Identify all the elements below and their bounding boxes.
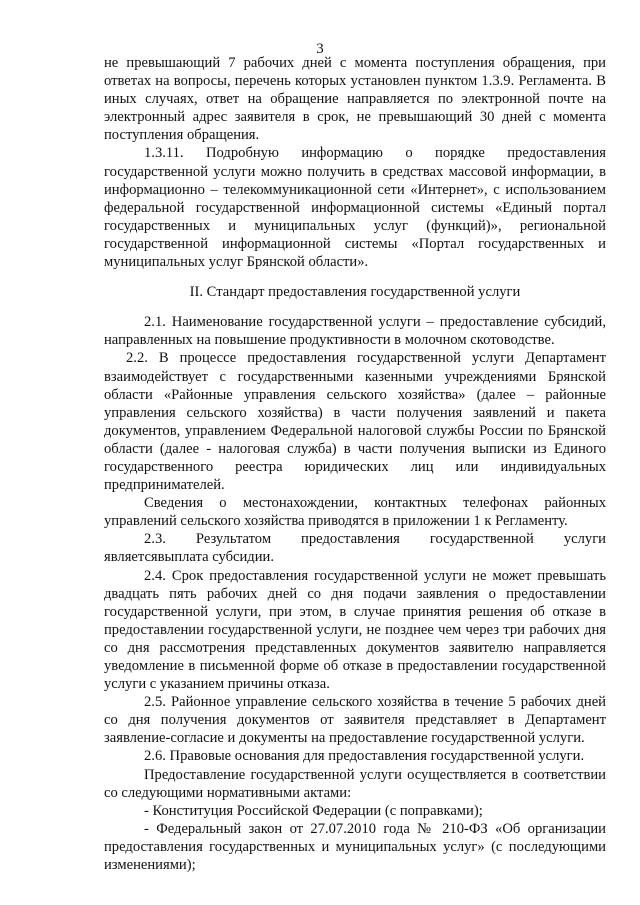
- section-heading: II. Стандарт предоставления государственной услуги: [189, 284, 521, 301]
- document-body: [104, 54, 606, 874]
- paragraph-2-1: 2.1. Наименование государственной услуги – предоставление субсидий, направленных на повышение продуктивности в молочном скотоводстве.: [104, 314, 606, 349]
- paragraph-2-6: 2.6. Правовые основания для предоставления государственной услуги.: [144, 748, 585, 765]
- page-number: 3: [316, 41, 324, 57]
- paragraph-contacts: Сведения о местонахождении, контактных телефонах районных управлений сельского хозяйства приводятся в приложении 1 к Регламенту.: [104, 495, 606, 530]
- paragraph-2-3: 2.3. Результатом предоставления государственной услуги являетсявыплата субсидии.: [104, 531, 606, 566]
- paragraph-2-2: 2.2. В процессе предоставления государственной услуги Департамент взаимодействует с государственными казенными учреждениями Брянской области «Районные управления сельского хозяйства» (далее – районные управления сельского хозяйства) в части получения заявлений и пакета документов, управлением Федеральной налоговой службы России по Брянской области (далее - налоговая служба) в части получения выписки из Единого государственного реестра юридических лиц или индивидуальных предпринимателей.: [104, 350, 606, 494]
- paragraph-1-3-11: 1.3.11. Подробную информацию о порядке предоставления государственной услуги можно получить в средствах массовой информации, в информационно – телекоммуникационной сети «Интернет», с использованием федеральной государственной информационной системы «Единый портал государственных и муниципальных услуг (функций)», региональной государственной информационной системы «Портал государственных и муниципальных услуг Брянской области».: [104, 145, 606, 271]
- paragraph-2-4: 2.4. Срок предоставления государственной услуги не может превышать двадцать пять рабочих дней со дня подачи заявления о предоставлении государственной услуги, при этом, в случае принятия решения об отказе в предоставлении государственной услуги, не позднее чем через три рабочих дня со дня рассмотрения представленных документов заявителю направляется уведомление в письменной форме об отказе в предоставлении государственной услуги с указанием причины отказа.: [104, 567, 606, 693]
- paragraph-legal-basis: Предоставление государственной услуги осуществляется в соответствии со следующими нормативными актами:: [104, 766, 606, 801]
- list-item-federal-law: - Федеральный закон от 27.07.2010 года № 210-ФЗ «Об организации предоставления государственных и муниципальных услуг» (с последующими изменениями);: [104, 820, 606, 874]
- paragraph-response-terms: не превышающий 7 рабочих дней с момента поступления обращения, при ответах на вопросы, перечень которых установлен пунктом 1.3.9. Регламента. В иных случаях, ответ на обращение направляется по электронной почте на электронный адрес заявителя в срок, не превышающий 30 дней с момента поступления обращения.: [104, 55, 606, 144]
- list-item-constitution: - Конституция Российской Федерации (с поправками);: [144, 802, 483, 819]
- paragraph-2-5: 2.5. Районное управление сельского хозяйства в течение 5 рабочих дней со дня получения документов от заявителя представляет в Департамент заявление-согласие и документы на предоставление государственной услуги.: [104, 694, 606, 747]
